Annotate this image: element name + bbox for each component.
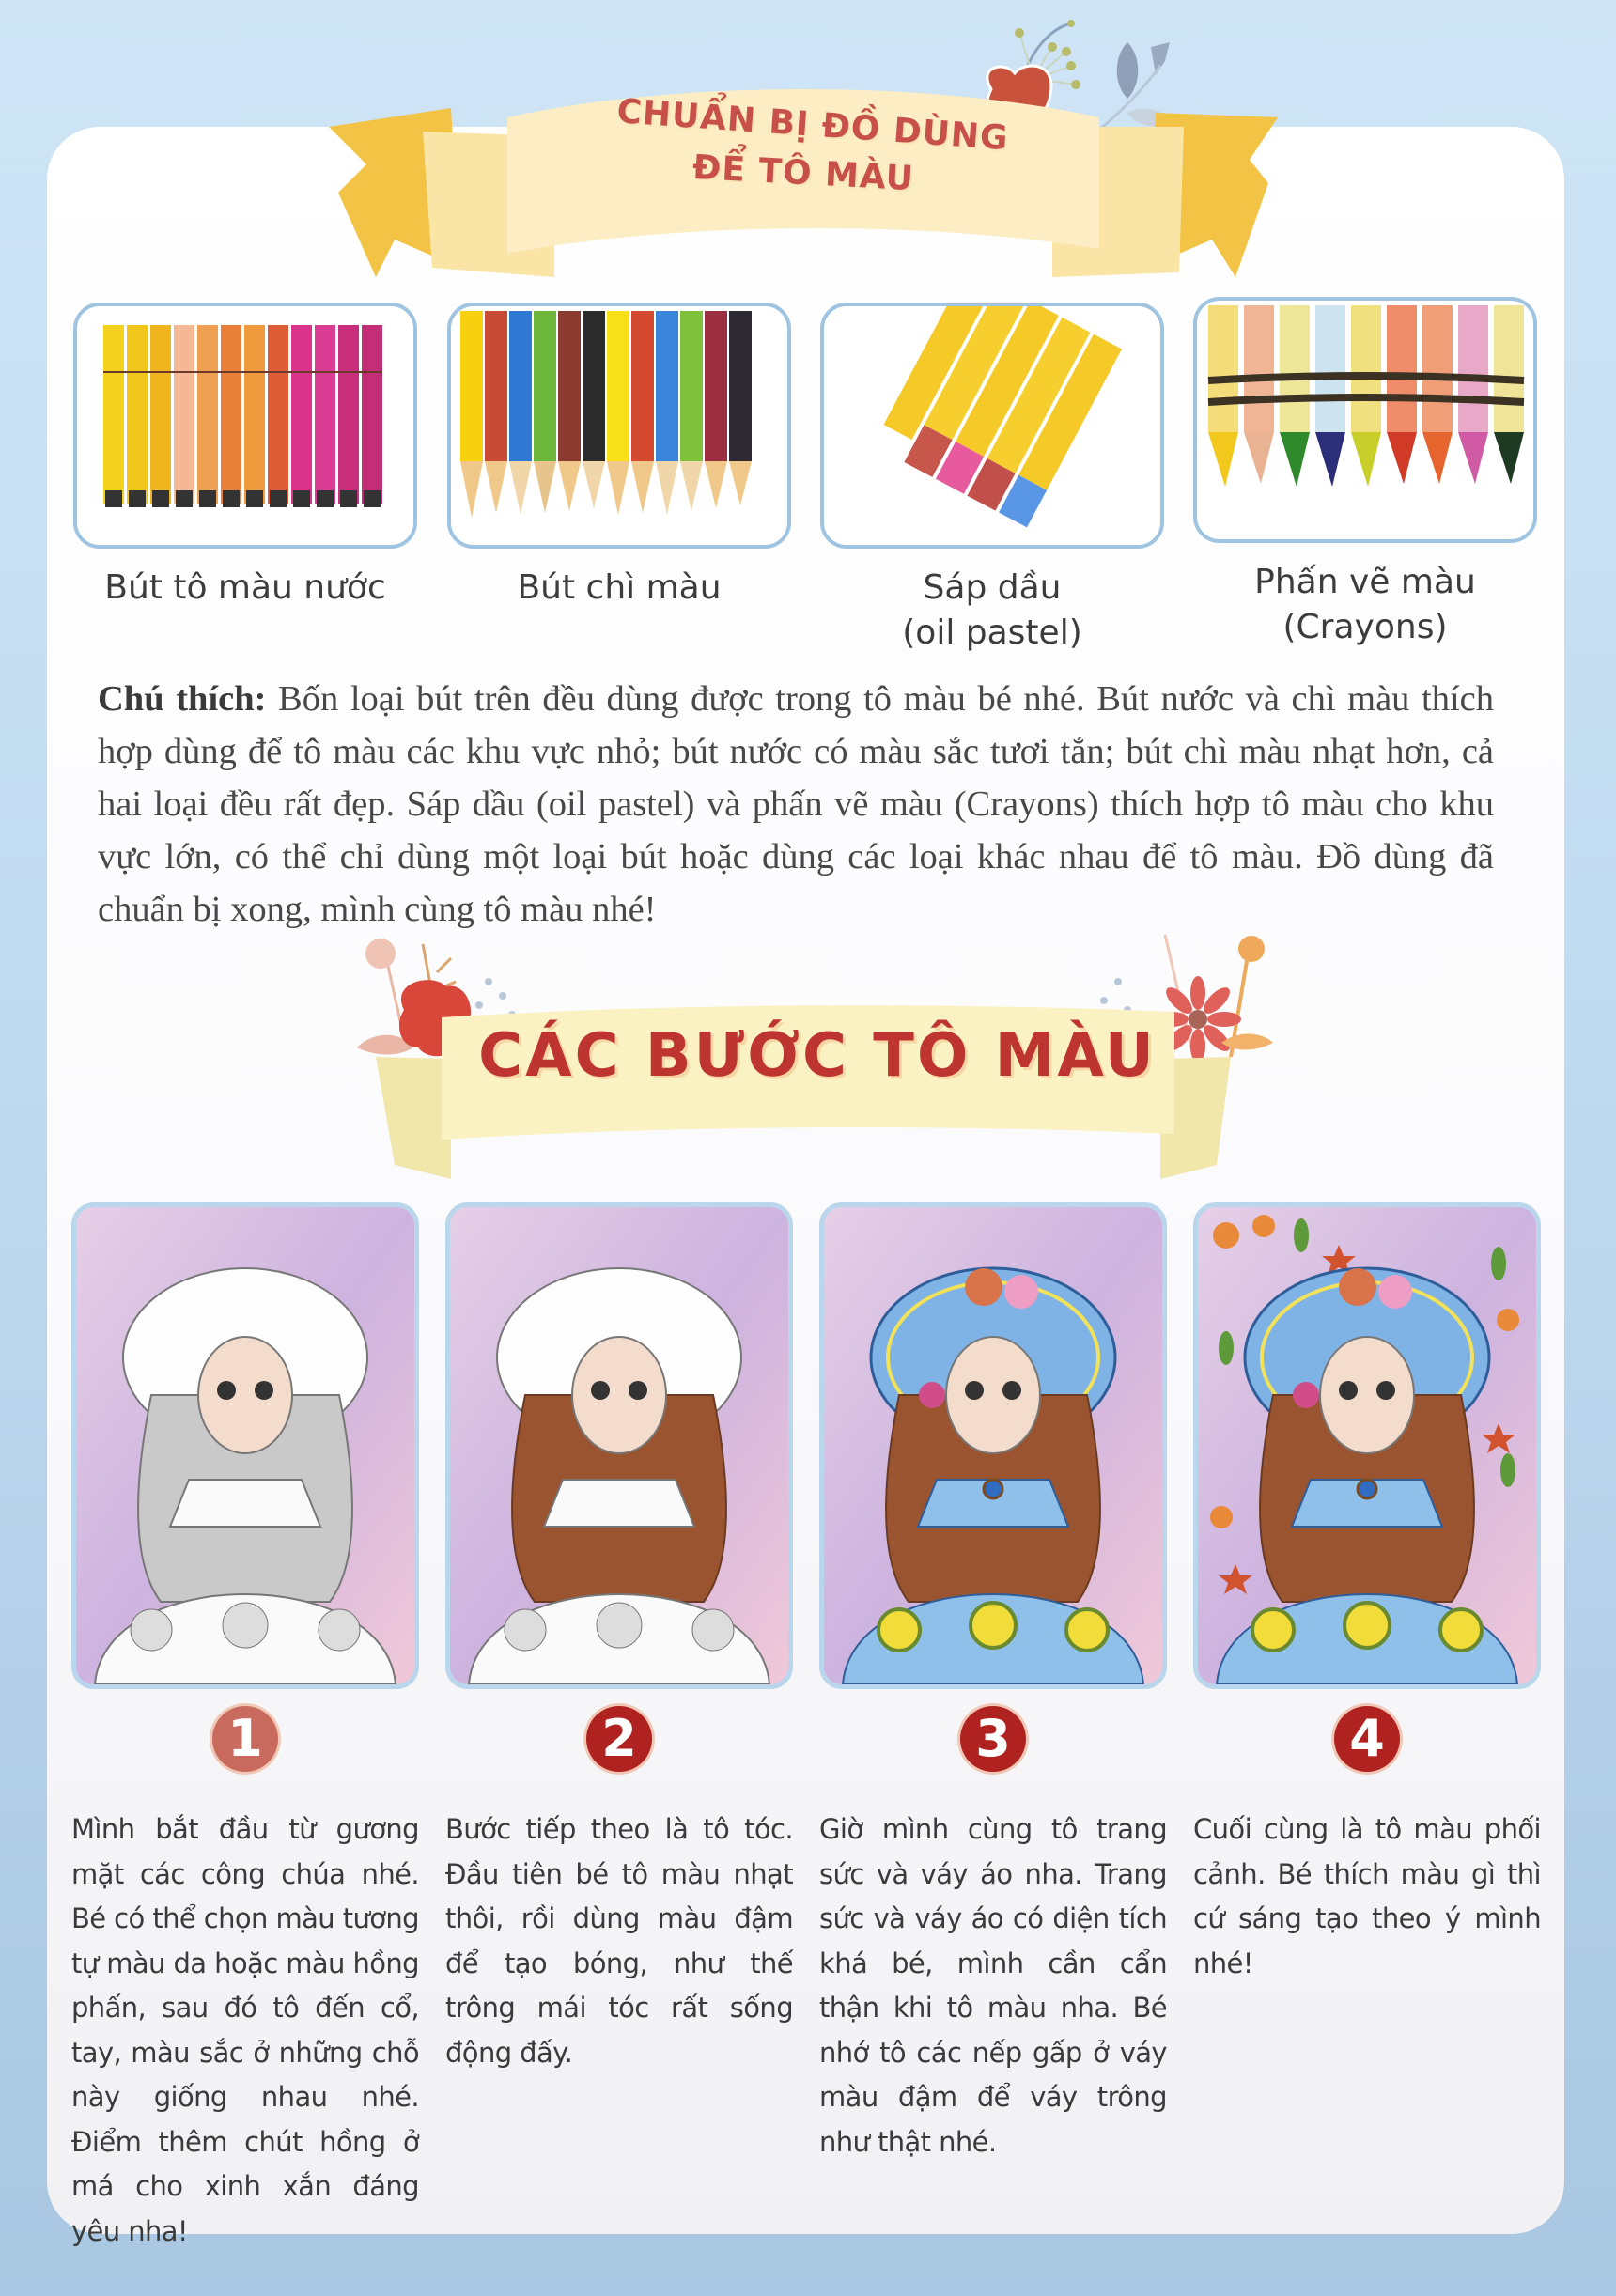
tool-label-line1: Bút tô màu nước [104, 568, 386, 607]
tool-label [1193, 560, 1537, 650]
tool-label-line1: Sáp dầu [923, 568, 1062, 607]
step-card-2 [445, 1202, 793, 2075]
step-number-badge: 3 [960, 1706, 1026, 1772]
tool-label-line2: (oil pastel) [902, 613, 1082, 652]
step-card-1 [71, 1202, 419, 2254]
tool-label [447, 566, 791, 611]
step-description: Cuối cùng là tô màu phối cảnh. Bé thích màu gì thì cứ sáng tạo theo ý mình nhé! [1193, 1813, 1541, 1979]
steps-banner [348, 916, 1287, 1188]
header-banner-line2: ĐỂ TÔ MÀU [691, 147, 915, 199]
step-description: Giờ mình cùng tô trang sức và váy áo nha. Trang sức và váy áo có diện tích khá bé, mình cần cẩn thận khi tô màu nha. Bé nhớ tô các nếp gấp ở váy màu đậm để váy trông như thật nhé. [819, 1813, 1167, 2158]
crayons-image [1193, 297, 1537, 543]
step-number-badge: 4 [1334, 1706, 1400, 1772]
tool-label-line1: Phấn vẽ màu [1254, 563, 1476, 601]
tool-label [820, 566, 1164, 656]
tool-card-oil-pastels [820, 303, 1164, 656]
note-text: Bốn loại bút trên đều dùng được trong tô màu bé nhé. Bút nước và chì màu thích hợp dùng để tô màu các khu vực nhỏ; bút nước có màu sắc tươi tắn; bút chì màu nhạt hơn, cả hai loại đều rất đẹp. Sáp dầu (oil pastel) và phấn vẽ màu (Crayons) thích hợp tô màu cho khu vực lớn, có thể chỉ dùng một loại bút hoặc dùng các loại khác nhau để tô màu. Đồ dùng đã chuẩn bị xong, mình cùng tô màu nhé! [98, 679, 1494, 929]
step-card-3 [819, 1202, 1167, 2164]
step-number-badge: 2 [586, 1706, 652, 1772]
felt-tip-markers-image [73, 303, 417, 549]
note-paragraph [98, 673, 1494, 936]
oil-pastels-image [820, 303, 1164, 549]
tool-label [73, 566, 417, 611]
tool-card-markers [73, 303, 417, 611]
header-banner-title [319, 92, 1287, 199]
step-description: Mình bắt đầu từ gương mặt các công chúa nhé. Bé có thể chọn màu tương tự màu da hoặc màu hồng phấn, sau đó tô đến cổ, tay, màu sắc ở những chỗ này giống nhau nhé. Điểm thêm chút hồng ở má cho xinh xắn đáng yêu nha! [71, 1813, 419, 2247]
tool-card-crayons [1193, 297, 1537, 650]
princess-step1-image [71, 1202, 419, 1689]
tool-label-line1: Bút chì màu [517, 568, 722, 607]
princess-step3-image [819, 1202, 1167, 1689]
step-description: Bước tiếp theo là tô tóc. Đầu tiên bé tô màu nhạt thôi, rồi dùng màu đậm để tạo bóng, như thế trông mái tóc rất sống động đấy. [445, 1813, 793, 2069]
colored-pencils-image [447, 303, 791, 549]
tool-card-pencils [447, 303, 791, 611]
header-banner [319, 89, 1287, 287]
tools-row [73, 303, 1539, 669]
princess-step4-image [1193, 1202, 1541, 1689]
steps-banner-title: CÁC BƯỚC TÔ MÀU [478, 1021, 1157, 1091]
tool-label-line2: (Crayons) [1282, 608, 1448, 646]
header-banner-line1: CHUẨN BỊ ĐỒ DÙNG [615, 92, 1010, 159]
princess-step2-image [445, 1202, 793, 1689]
step-card-4 [1193, 1202, 1541, 1986]
step-number-badge: 1 [212, 1706, 278, 1772]
note-label: Chú thích: [98, 679, 267, 719]
